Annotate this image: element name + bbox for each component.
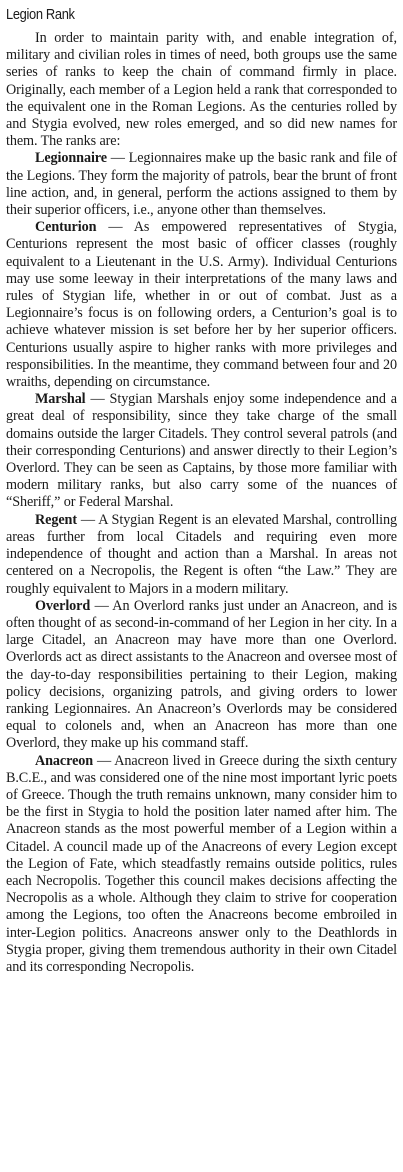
rank-description: — Legionnaires make up the basic rank and file of the Legions. They form the majority of patrols, bear the brunt of front line action, and, in general, perform the actions assigned to them by their superior officers, i.e., anyone other than themselves. [6, 150, 397, 219]
rank-centurion [6, 219, 397, 391]
rank-marshal [6, 391, 397, 511]
rank-anacreon [6, 753, 397, 977]
rank-term: Centurion [35, 219, 97, 236]
rank-description: — A Stygian Regent is an elevated Marshal, controlling areas further from local Citadels and requiring even more independence of thought and action than a Marshal. In areas not centered on a Necropolis, the Regent is often “the Law.” They are roughly equivalent to Majors in a modern military. [6, 511, 397, 597]
rank-legionnaire [6, 150, 397, 219]
rank-description: — Anacreon lived in Greece during the sixth century B.C.E., and was considered one of the nine most important lyric poets of Greece. Though the truth remains unknown, many consider him to be the first in Stygia to hold the position later named after him. The Anacreon stands as the most powerful member of a Legion within a Citadel. A council made up of the Anacreons of every Legion except the Legion of Fate, which steadfastly remains outside politics, rules each Necropolis. Together this council makes decisions affecting the Necropolis as a whole. Although they claim to strive for cooperation among the Legions, too often the Anacreons become embroiled in inter-Legion politics. Anacreons answer only to the Deathlords in Stygia proper, giving them tremendous authority in their own Citadel and its corresponding Necropolis. [6, 752, 397, 975]
rank-term: Legionnaire [35, 150, 107, 167]
rank-regent [6, 512, 397, 598]
rank-term: Anacreon [35, 752, 94, 769]
rank-description: — An Overlord ranks just under an Anacreon, and is often thought of as second-in-command of her Legion in her city. In a large Citadel, an Anacreon may have more than one Overlord. Overlords act as direct assistants to the Anacreon and oversee most of the day-to-day responsibilities pertaining to their Legion, making policy decisions, organizing patrols, and giving orders to lower ranking Legionnaires. An Anacreon’s Overlords may be considered equal to colonels and, when an Anacreon has more than one Overlord, they make up his command staff. [6, 597, 397, 752]
rank-term: Regent [35, 511, 77, 528]
rank-overlord [6, 598, 397, 753]
intro-paragraph: In order to maintain parity with, and enable integration of, military and civilian roles in times of need, both groups use the same series of ranks to keep the chain of command firmly in place. Originally, each member of a Legion held a rank that corresponded to the equivalent one in the Roman Legions. As the centuries rolled by and Stygia evolved, new roles emerged, and so did new names for them. The ranks are: [6, 30, 397, 150]
rank-term: Marshal [35, 391, 86, 408]
rank-description: — Stygian Marshals enjoy some independence and a great deal of responsibility, since they take charge of the small domains outside the larger Citadels. They control several patrols (and their corresponding Centurions) and answer directly to their Legion’s Overlord. They can be seen as Captains, by those more familiar with modern military ranks, but also carry some of the nuances of “Sheriff,” or Federal Marshal. [6, 391, 397, 511]
rank-term: Overlord [35, 597, 91, 614]
section-heading: Legion Rank [6, 6, 75, 23]
rank-description: — As empowered representatives of Stygia, Centurions represent the most basic of officer classes (roughly equivalent to a Lieutenant in the U.S. Army). Individual Centurions may use some leeway in their interpretations of the many laws and rules of Stygian life, whether in or out of combat. Just as a Legionnaire’s focus is on following orders, a Centurion’s goal is to achieve whatever mission is set before her by her superior officers. Centurions usually aspire to higher ranks with more privileges and responsibilities. In the meantime, they command between four and 20 wraiths, depending on circumstance. [6, 219, 397, 391]
